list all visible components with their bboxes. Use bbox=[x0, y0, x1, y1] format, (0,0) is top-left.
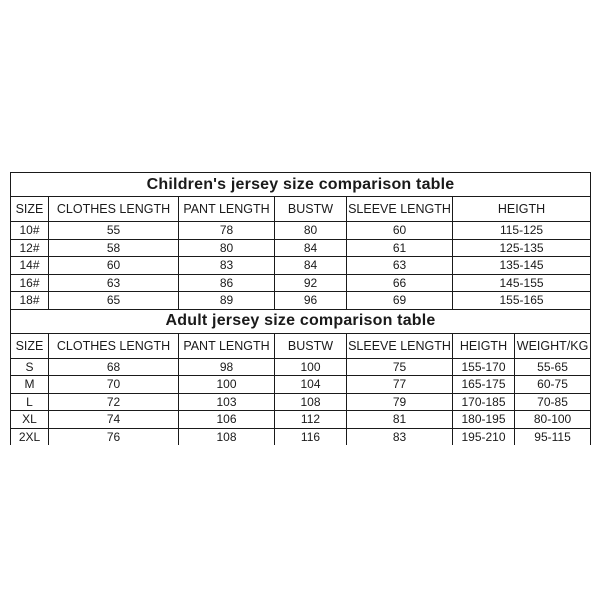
cell-sleeve-length: 61 bbox=[347, 239, 453, 257]
cell-bustw: 96 bbox=[275, 292, 347, 310]
cell-weight: 80-100 bbox=[515, 411, 591, 429]
cell-pant-length: 100 bbox=[179, 376, 275, 394]
children-header-row bbox=[11, 197, 591, 222]
cell-bustw: 116 bbox=[275, 428, 347, 445]
children-title-row bbox=[11, 173, 591, 197]
size-chart-sheet bbox=[10, 172, 590, 445]
cell-weight: 95-115 bbox=[515, 428, 591, 445]
adult-header-row bbox=[11, 333, 591, 358]
adult-table-row bbox=[11, 376, 591, 394]
adult-header-weight: WEIGHT/KG bbox=[515, 333, 591, 358]
cell-bustw: 84 bbox=[275, 239, 347, 257]
adult-table-title: Adult jersey size comparison table bbox=[11, 309, 591, 333]
cell-pant-length: 83 bbox=[179, 257, 275, 275]
cell-heigth: 195-210 bbox=[453, 428, 515, 445]
cell-clothes-length: 72 bbox=[49, 393, 179, 411]
adult-header-pant-length: PANT LENGTH bbox=[179, 333, 275, 358]
cell-bustw: 84 bbox=[275, 257, 347, 275]
cell-pant-length: 78 bbox=[179, 222, 275, 240]
cell-heigth: 135-145 bbox=[453, 257, 591, 275]
cell-sleeve-length: 63 bbox=[347, 257, 453, 275]
cell-heigth: 155-165 bbox=[453, 292, 591, 310]
children-header-sleeve-length: SLEEVE LENGTH bbox=[347, 197, 453, 222]
cell-size: 2XL bbox=[11, 428, 49, 445]
cell-clothes-length: 76 bbox=[49, 428, 179, 445]
children-header-heigth: HEIGTH bbox=[453, 197, 591, 222]
size-chart-table bbox=[10, 172, 591, 445]
cell-size: 16# bbox=[11, 274, 49, 292]
cell-bustw: 80 bbox=[275, 222, 347, 240]
cell-pant-length: 86 bbox=[179, 274, 275, 292]
children-table-title: Children's jersey size comparison table bbox=[11, 173, 591, 197]
cell-pant-length: 80 bbox=[179, 239, 275, 257]
cell-clothes-length: 60 bbox=[49, 257, 179, 275]
children-table-row bbox=[11, 292, 591, 310]
cell-heigth: 125-135 bbox=[453, 239, 591, 257]
cell-clothes-length: 70 bbox=[49, 376, 179, 394]
cell-heigth: 180-195 bbox=[453, 411, 515, 429]
cell-heigth: 170-185 bbox=[453, 393, 515, 411]
cell-pant-length: 106 bbox=[179, 411, 275, 429]
cell-size: 18# bbox=[11, 292, 49, 310]
cell-clothes-length: 55 bbox=[49, 222, 179, 240]
adult-header-heigth: HEIGTH bbox=[453, 333, 515, 358]
cell-pant-length: 98 bbox=[179, 358, 275, 376]
cell-pant-length: 103 bbox=[179, 393, 275, 411]
cell-weight: 70-85 bbox=[515, 393, 591, 411]
cell-sleeve-length: 69 bbox=[347, 292, 453, 310]
cell-sleeve-length: 81 bbox=[347, 411, 453, 429]
children-table-row bbox=[11, 239, 591, 257]
adult-header-size: SIZE bbox=[11, 333, 49, 358]
cell-weight: 60-75 bbox=[515, 376, 591, 394]
adult-table-row bbox=[11, 393, 591, 411]
cell-clothes-length: 74 bbox=[49, 411, 179, 429]
children-table-row bbox=[11, 274, 591, 292]
adult-title-row bbox=[11, 309, 591, 333]
cell-sleeve-length: 79 bbox=[347, 393, 453, 411]
children-header-bustw: BUSTW bbox=[275, 197, 347, 222]
cell-clothes-length: 65 bbox=[49, 292, 179, 310]
cell-heigth: 145-155 bbox=[453, 274, 591, 292]
cell-sleeve-length: 66 bbox=[347, 274, 453, 292]
children-header-pant-length: PANT LENGTH bbox=[179, 197, 275, 222]
cell-sleeve-length: 77 bbox=[347, 376, 453, 394]
cell-pant-length: 108 bbox=[179, 428, 275, 445]
cell-pant-length: 89 bbox=[179, 292, 275, 310]
adult-table-row bbox=[11, 358, 591, 376]
children-table-row bbox=[11, 257, 591, 275]
children-header-clothes-length: CLOTHES LENGTH bbox=[49, 197, 179, 222]
cell-size: S bbox=[11, 358, 49, 376]
cell-clothes-length: 68 bbox=[49, 358, 179, 376]
cell-bustw: 112 bbox=[275, 411, 347, 429]
adult-header-bustw: BUSTW bbox=[275, 333, 347, 358]
cell-bustw: 104 bbox=[275, 376, 347, 394]
cell-weight: 55-65 bbox=[515, 358, 591, 376]
cell-size: 14# bbox=[11, 257, 49, 275]
cell-bustw: 108 bbox=[275, 393, 347, 411]
children-header-size: SIZE bbox=[11, 197, 49, 222]
adult-table-row bbox=[11, 428, 591, 445]
cell-size: XL bbox=[11, 411, 49, 429]
cell-heigth: 165-175 bbox=[453, 376, 515, 394]
cell-sleeve-length: 75 bbox=[347, 358, 453, 376]
children-table-row bbox=[11, 222, 591, 240]
cell-size: M bbox=[11, 376, 49, 394]
cell-heigth: 115-125 bbox=[453, 222, 591, 240]
cell-bustw: 100 bbox=[275, 358, 347, 376]
cell-size: L bbox=[11, 393, 49, 411]
cell-size: 10# bbox=[11, 222, 49, 240]
adult-header-clothes-length: CLOTHES LENGTH bbox=[49, 333, 179, 358]
adult-header-sleeve-length: SLEEVE LENGTH bbox=[347, 333, 453, 358]
cell-bustw: 92 bbox=[275, 274, 347, 292]
adult-table-row bbox=[11, 411, 591, 429]
cell-heigth: 155-170 bbox=[453, 358, 515, 376]
cell-sleeve-length: 60 bbox=[347, 222, 453, 240]
cell-sleeve-length: 83 bbox=[347, 428, 453, 445]
cell-clothes-length: 58 bbox=[49, 239, 179, 257]
cell-size: 12# bbox=[11, 239, 49, 257]
cell-clothes-length: 63 bbox=[49, 274, 179, 292]
